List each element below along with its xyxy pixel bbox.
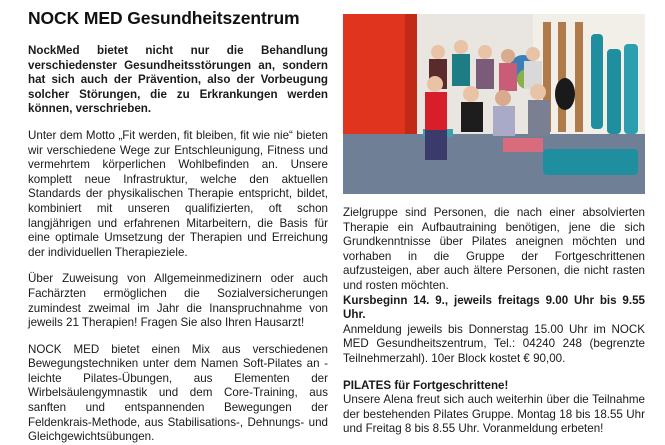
article-title: NOCK MED Gesundheitszentrum: [28, 8, 300, 28]
left-column: [28, 44, 328, 445]
advanced-heading: PILATES für Fortgeschrittene!: [343, 378, 509, 392]
group-photo: [343, 14, 645, 194]
mix-paragraph: NOCK MED bietet einen Mix aus verschiedenen Bewegungstechniken unter dem Namen Soft-Pilates an - leichte Pilates-Übungen, aus Elementen der Wirbelsäulengymnastik und dem Core-Training, aus sanften und entspannenden Bewegungen der Feldenkrais-Methode, aus Stabilisations-, Dehnungs- und Gleichgewichtsübungen.: [28, 342, 328, 444]
referral-paragraph: Über Zuweisung von Allgemeinmedizinern oder auch Fachärzten ermöglichen die Sozialversicherungen zumindest zweimal im Jahr die Inanspruchnahme von jeweils 21 Therapien! Fragen Sie also Ihren Hausarzt!: [28, 272, 328, 330]
course-start: Kursbeginn 14. 9., jeweils freitags 9.00 Uhr bis 9.55 Uhr.: [343, 293, 645, 322]
registration-paragraph: Anmeldung jeweils bis Donnerstag 15.00 Uhr im NOCK MED Gesundheitszentrum, Tel.: 04240 248 (begrenzte Teilnehmerzahl). 10er Block kostet € 90,00.: [343, 322, 645, 365]
right-column: [343, 206, 645, 437]
motto-paragraph: Unter dem Motto „Fit werden, fit bleiben, fit wie nie“ bieten wir verschiedene Wege zur Entschleunigung, Fitness und vermehrtem körperlichen Wohlbefinden an. Unsere komplett neue Infrastruktur, welche den aktuellen Standards der physikalischen Therapie entspricht, bildet, kombiniert mit unseren qualifizierten, oft schon langjährigen und erfahrenen Mitarbeitern, die Basis für eine optimale Umsetzung der Therapien und Erreichung der individuellen Therapieziele.: [28, 128, 328, 259]
intro-paragraph: NockMed bietet nicht nur die Behandlung verschiedenster Gesundheitsstörungen an, sondern hat sich auch der Prävention, also der Vorbeugung solcher Störungen, die zu Erkrankungen werden können, verschrieben.: [28, 44, 328, 116]
group-photo-illustration: [343, 14, 645, 194]
target-group-paragraph: Zielgruppe sind Personen, die nach einer absolvierten Therapie ein Aufbautraining benötigen, jene die sich Grundkenntnisse über Pilates aneignen möchten und vorhaben in die Gruppe der Fortgeschrittenen aufzusteigen, aber auch ältere Personen, die nicht rasten und rosten möchten.: [343, 206, 645, 292]
advanced-paragraph: Unsere Alena freut sich auch weiterhin über die Teilnahme der bestehenden Pilates Gruppe. Montag 18 bis 18.55 Uhr und Freitag 8 bis 8.55 Uhr. Voranmeldung erbeten!: [343, 393, 645, 436]
